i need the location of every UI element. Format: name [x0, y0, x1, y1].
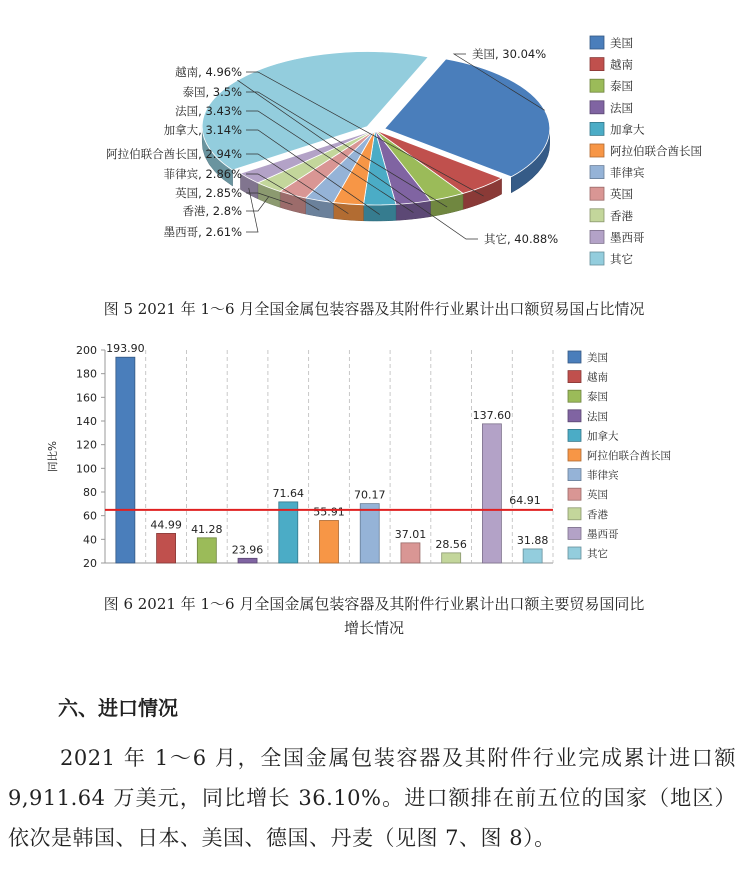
bar-legend-label: 法国 [587, 410, 608, 423]
bar-data-label: 55.91 [313, 505, 345, 519]
bar-y-tick-label: 40 [83, 533, 97, 547]
bar-y-tick-label: 140 [76, 415, 97, 428]
bar-y-tick-label: 120 [76, 438, 97, 452]
bar-legend-label: 其它 [587, 548, 608, 560]
bar [523, 549, 542, 563]
pie-data-label: 法国, 3.43% [175, 104, 242, 118]
bar-legend-swatch [568, 527, 581, 539]
pie-legend-label: 墨西哥 [610, 230, 645, 245]
pie-legend-swatch [590, 79, 604, 92]
bar-legend-swatch [568, 390, 581, 402]
bar [238, 558, 257, 563]
bar-y-tick-label: 160 [76, 391, 97, 405]
pie-data-label: 阿拉伯联合酋长国, 2.94% [106, 147, 242, 161]
bar [320, 521, 339, 563]
pie-legend-swatch [590, 252, 604, 265]
bar [279, 502, 298, 563]
bar-legend-label: 墨西哥 [587, 528, 619, 541]
figure-6-caption [0, 592, 748, 640]
bar-legend-swatch [568, 449, 581, 461]
bar-legend-label: 阿拉伯联合酋长国 [587, 450, 671, 462]
pie-legend-label: 其它 [610, 252, 633, 266]
bar-data-label: 137.60 [472, 408, 512, 422]
pie-legend-label: 香港 [610, 208, 633, 223]
pie-data-label: 越南, 4.96% [175, 65, 242, 79]
pie-legend-label: 英国 [610, 187, 633, 202]
bar-data-label: 44.99 [150, 518, 182, 532]
bar-legend-label: 香港 [587, 508, 608, 521]
pie-legend-label: 美国 [610, 36, 633, 50]
bar-y-tick-label: 20 [83, 557, 97, 570]
bar-data-label: 193.90 [106, 342, 145, 356]
bar-y-tick-label: 200 [76, 344, 97, 357]
bar [116, 357, 135, 563]
pie-data-label: 香港, 2.8% [182, 204, 242, 218]
pie-data-label: 美国, 30.04% [472, 47, 547, 61]
bar-y-axis-label: 同比% [47, 441, 59, 472]
pie-data-label: 墨西哥, 2.61% [163, 225, 242, 239]
bar-data-label: 37.01 [394, 527, 427, 541]
figure-5-caption: 图 5 2021 年 1～6 月全国金属包装容器及其附件行业累计出口额贸易国占比情况 [103, 300, 645, 318]
bar [482, 424, 501, 563]
bar [401, 543, 420, 563]
bar-legend-label: 泰国 [587, 391, 608, 404]
bar-y-tick-label: 100 [76, 462, 97, 476]
bar-legend-label: 美国 [587, 352, 608, 364]
figure-6-caption-line2: 增长情况 [343, 619, 404, 637]
pie-legend-swatch [590, 122, 604, 135]
pie-legend-label: 泰国 [610, 79, 633, 94]
bar-data-label: 23.96 [231, 543, 264, 557]
pie-chart [0, 0, 748, 285]
bar-data-label: 41.28 [191, 522, 223, 536]
pie-legend-label: 菲律宾 [610, 165, 645, 180]
bar-data-label: 31.88 [516, 533, 549, 547]
bar-y-tick-label: 60 [83, 509, 97, 523]
bar-data-label: 71.64 [272, 486, 305, 500]
pie-legend-swatch [590, 209, 604, 222]
bar-legend-label: 菲律宾 [587, 469, 619, 482]
figure-6-caption-line1: 图 6 2021 年 1～6 月全国金属包装容器及其附件行业累计出口额主要贸易国同比 [103, 595, 645, 613]
bar-y-tick-label: 180 [76, 367, 97, 381]
bar-data-label: 70.17 [353, 488, 386, 502]
section-paragraph: 2021 年 1～6 月，全国金属包装容器及其附件行业完成累计进口额 9,911.64 万美元，同比增长 36.10%。进口额排在前五位的国家（地区）依次是韩国、日本、美国、德国、丹麦（见图 7、图 8）。 [8, 746, 736, 850]
bar-legend-swatch [568, 508, 581, 520]
pie-legend-label: 法国 [610, 100, 633, 115]
bar-legend-label: 英国 [587, 489, 608, 502]
pie-legend-swatch [590, 187, 604, 200]
bar [197, 538, 216, 563]
bar-legend-label: 越南 [587, 371, 608, 384]
pie-data-label: 英国, 2.85% [175, 186, 242, 200]
bar-legend-swatch [568, 410, 581, 422]
pie-slice-side [333, 203, 363, 221]
bar-y-tick-label: 80 [83, 486, 97, 499]
pie-legend-swatch [590, 166, 604, 179]
bar-reference-label: 64.91 [509, 493, 541, 507]
bar-legend-swatch [568, 429, 581, 441]
bar-legend-swatch [568, 469, 581, 481]
bar-data-label: 28.56 [435, 537, 467, 551]
bar-legend-swatch [568, 371, 581, 383]
pie-legend-swatch [590, 144, 604, 157]
bar [157, 533, 176, 563]
pie-data-label: 泰国, 3.5% [182, 85, 242, 99]
bar [442, 553, 461, 563]
pie-data-label: 其它, 40.88% [484, 232, 559, 246]
pie-legend-label: 阿拉伯联合酋长国 [610, 144, 702, 158]
pie-legend-label: 越南 [610, 57, 633, 72]
bar-legend-swatch [568, 547, 581, 559]
bar [360, 504, 379, 563]
pie-legend-swatch [590, 230, 604, 243]
pie-legend-swatch [590, 36, 604, 49]
pie-data-label: 加拿大, 3.14% [163, 123, 242, 137]
bar-legend-label: 加拿大 [587, 430, 619, 443]
pie-legend-swatch [590, 101, 604, 114]
section-title: 六、进口情况 [58, 696, 178, 720]
bar-legend-swatch [568, 488, 581, 500]
pie-legend-label: 加拿大 [610, 122, 645, 137]
bar-chart [0, 335, 748, 575]
pie-data-label: 菲律宾, 2.86% [163, 167, 242, 181]
bar-legend-swatch [568, 351, 581, 363]
pie-legend-swatch [590, 58, 604, 71]
